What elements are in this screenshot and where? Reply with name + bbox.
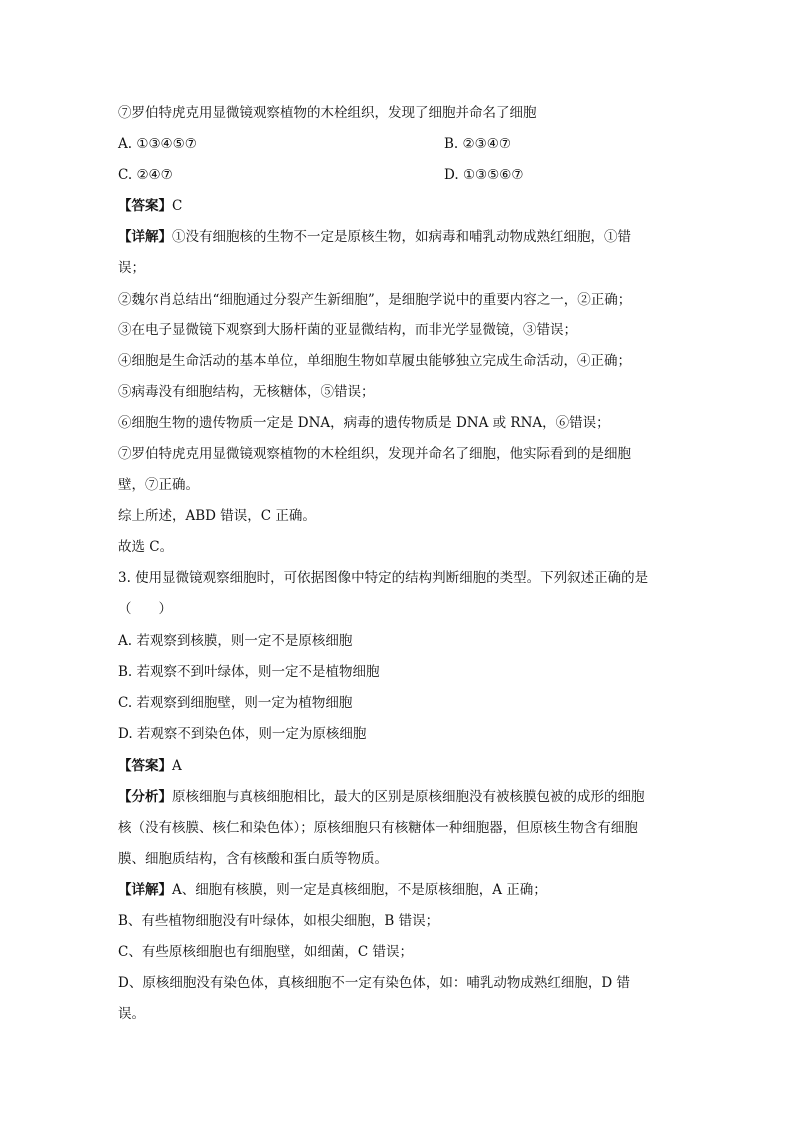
detail-tag: 【详解】 [118, 229, 172, 245]
answer-tag: 【答案】 [118, 198, 172, 214]
question-3-detail-line: D、原核细胞没有染色体，真核细胞不一定有染色体，如：哺乳动物成熟红细胞，D 错 [118, 975, 630, 991]
question-3-option-c: C. 若观察到细胞壁，则一定为植物细胞 [118, 695, 353, 711]
answer-value: A [172, 758, 182, 774]
question-3-detail-line: B、有些植物细胞没有叶绿体，如根尖细胞，B 错误； [118, 913, 440, 929]
detail-tag: 【详解】 [118, 882, 172, 898]
question-3-analysis-line: 【分析】原核细胞与真核细胞相比，最大的区别是原核细胞没有被核膜包被的成形的细胞 [118, 789, 645, 805]
question-2-detail-line: ⑦罗伯特虎克用显微镜观察植物的木栓组织，发现并命名了细胞，他实际看到的是细胞 [118, 446, 631, 462]
question-2-detail-line: 故选 C。 [118, 539, 174, 555]
question-2-detail-line: 【详解】①没有细胞核的生物不一定是原核生物，如病毒和哺乳动物成熟红细胞，①错 [118, 229, 631, 245]
question-3-analysis-line: 核（没有核膜、核仁和染色体）；原核细胞只有核糖体一种细胞器，但原核生物含有细胞 [118, 820, 638, 836]
question-3-detail-line: C、有些原核细胞也有细胞壁，如细菌，C 错误； [118, 944, 413, 960]
question-2-detail-line: 误； [118, 260, 145, 276]
question-3-stem: 3. 使用显微镜观察细胞时，可依据图像中特定的结构判断细胞的类型。下列叙述正确的是 [118, 570, 649, 586]
question-3-analysis-line: 膜、细胞质结构，含有核酸和蛋白质等物质。 [118, 851, 388, 867]
question-2-option-c: C. ②④⑦ [118, 167, 173, 183]
question-2-detail-line: 壁，⑦正确。 [118, 477, 199, 493]
question-3-detail-line: 误。 [118, 1006, 145, 1022]
question-2-answer [118, 196, 182, 216]
question-3-option-b: B. 若观察不到叶绿体，则一定不是植物细胞 [118, 664, 380, 680]
question-3-option-a: A. 若观察到核膜，则一定不是原核细胞 [118, 633, 353, 649]
question-2-detail-line: ⑤病毒没有细胞结构，无核糖体，⑤错误； [118, 384, 375, 400]
question-3-answer [118, 756, 182, 776]
question-2-option-a: A. ①③④⑤⑦ [118, 136, 197, 152]
question-3-stem-paren: （ ） [118, 601, 172, 617]
question-2-detail-line: ④细胞是生命活动的基本单位，单细胞生物如草履虫能够独立完成生命活动，④正确； [118, 353, 631, 369]
question-2-detail-line: ③在电子显微镜下观察到大肠杆菌的亚显微结构，而非光学显微镜，③错误； [118, 322, 577, 338]
question-3-detail-line: 【详解】A、细胞有核膜，则一定是真核细胞，不是原核细胞，A 正确； [118, 882, 547, 898]
question-3-option-d: D. 若观察不到染色体，则一定为原核细胞 [118, 726, 367, 742]
answer-value: C [172, 198, 183, 214]
analysis-tag: 【分析】 [118, 789, 172, 805]
question-2-detail-line: 综上所述，ABD 错误，C 正确。 [118, 508, 316, 524]
question-2-stem-item-7: ⑦罗伯特虎克用显微镜观察植物的木栓组织，发现了细胞并命名了细胞 [118, 105, 537, 121]
question-2-option-d: D. ①③⑤⑥⑦ [444, 167, 524, 183]
answer-tag: 【答案】 [118, 758, 172, 774]
question-2-detail-line: ⑥细胞生物的遗传物质一定是 DNA，病毒的遗传物质是 DNA 或 RNA，⑥错误； [118, 415, 610, 431]
question-2-option-b: B. ②③④⑦ [444, 136, 511, 152]
question-2-detail-line: ②魏尔肖总结出“细胞通过分裂产生新细胞”，是细胞学说中的重要内容之一，②正确； [118, 292, 632, 308]
